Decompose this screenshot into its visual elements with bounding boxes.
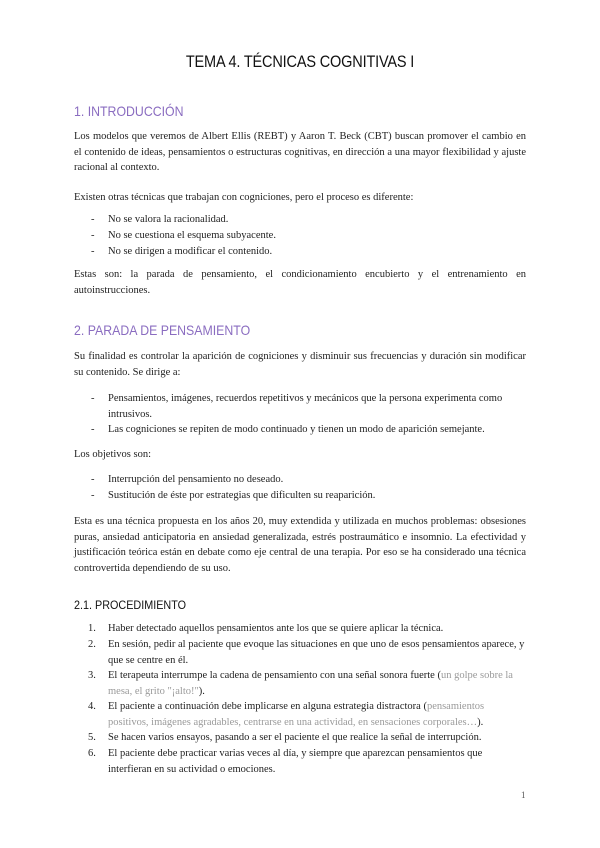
procedure-step: El terapeuta interrumpe la cadena de pensamiento con una señal sonora fuerte (un golpe sobre la mesa, el grito "¡alto!").	[108, 670, 513, 697]
bullet-dash: -	[91, 474, 95, 485]
bullet-dash: -	[91, 393, 95, 404]
parada-paragraph-2: Los objetivos son:	[74, 449, 152, 460]
page-title: TEMA 4. TÉCNICAS COGNITIVAS I	[185, 53, 415, 71]
step-number: 1.	[88, 623, 96, 634]
page-number: 1	[521, 790, 526, 800]
intro-paragraph: Los modelos que veremos de Albert Ellis (REBT) y Aaron T. Beck (CBT) buscan promover el cambio en el contenido de ideas, pensamientos o estructuras cognitivas, en dirección a una mayor flexibilidad y ajuste racional al contexto.	[74, 131, 526, 173]
list-item: Interrupción del pensamiento no deseado.	[108, 474, 284, 485]
intro-paragraph-3: Estas son: la parada de pensamiento, el condicionamiento encubierto y el entrenamiento en autoinstrucciones.	[74, 269, 526, 296]
procedure-step: Se hacen varios ensayos, pasando a ser el paciente el que realice la señal de interrupción.	[108, 732, 482, 743]
bullet-dash: -	[91, 490, 95, 501]
example-hint: un golpe sobre la mesa, el grito "¡alto!"	[108, 670, 513, 697]
step-number: 2.	[88, 639, 96, 650]
step-number: 3.	[88, 670, 96, 681]
list-item: No se cuestiona el esquema subyacente.	[108, 230, 276, 241]
bullet-dash: -	[91, 230, 95, 241]
section-heading-parada: 2. PARADA DE PENSAMIENTO	[74, 322, 251, 338]
subsection-heading-procedimiento: 2.1. PROCEDIMIENTO	[74, 598, 187, 612]
procedure-step: El paciente debe practicar varias veces al día, y siempre que aparezcan pensamientos que interfieran en su actividad o emociones.	[108, 748, 483, 775]
example-hint: pensamientos positivos, imágenes agradables, centrarse en una actividad, en sensaciones corporales…	[108, 701, 485, 728]
bullet-dash: -	[91, 214, 95, 225]
procedure-step: Haber detectado aquellos pensamientos ante los que se quiere aplicar la técnica.	[108, 623, 444, 634]
list-item: No se dirigen a modificar el contenido.	[108, 246, 273, 257]
procedure-step: El paciente a continuación debe implicarse en alguna estrategia distractora (pensamientos positivos, imágenes agradables, centrarse en una actividad, en sensaciones corporales…).	[108, 701, 485, 728]
list-item: No se valora la racionalidad.	[108, 214, 229, 225]
bullet-dash: -	[91, 246, 95, 257]
step-number: 6.	[88, 748, 96, 759]
procedure-step: En sesión, pedir al paciente que evoque las situaciones en que uno de esos pensamientos aparece, y que se centre en él.	[108, 639, 525, 666]
step-number: 4.	[88, 701, 96, 712]
parada-paragraph-3: Esta es una técnica propuesta en los años 20, muy extendida y utilizada en muchos problemas: obsesiones puras, ansiedad anticipatoria en ansiedad generalizada, estrés postraumático e insomnio. La efectividad y justificación teórica están en debate como eje central de una terapia. Por eso se ha considerado una técnica controvertida dependiendo de su uso.	[74, 516, 526, 574]
list-item: Sustitución de éste por estrategias que dificulten su reaparición.	[108, 490, 376, 501]
bullet-dash: -	[91, 424, 95, 435]
list-item: Pensamientos, imágenes, recuerdos repetitivos y mecánicos que la persona experimenta como intrusivos.	[108, 393, 503, 420]
step-number: 5.	[88, 732, 96, 743]
parada-paragraph: Su finalidad es controlar la aparición de cogniciones y disminuir sus frecuencias y duración sin modificar su contenido. Se dirige a:	[74, 351, 526, 378]
section-heading-introduccion: 1. INTRODUCCIÓN	[74, 103, 184, 119]
intro-paragraph-2: Existen otras técnicas que trabajan con cogniciones, pero el proceso es diferente:	[74, 192, 414, 203]
list-item: Las cogniciones se repiten de modo continuado y tienen un modo de aparición semejante.	[108, 424, 485, 435]
